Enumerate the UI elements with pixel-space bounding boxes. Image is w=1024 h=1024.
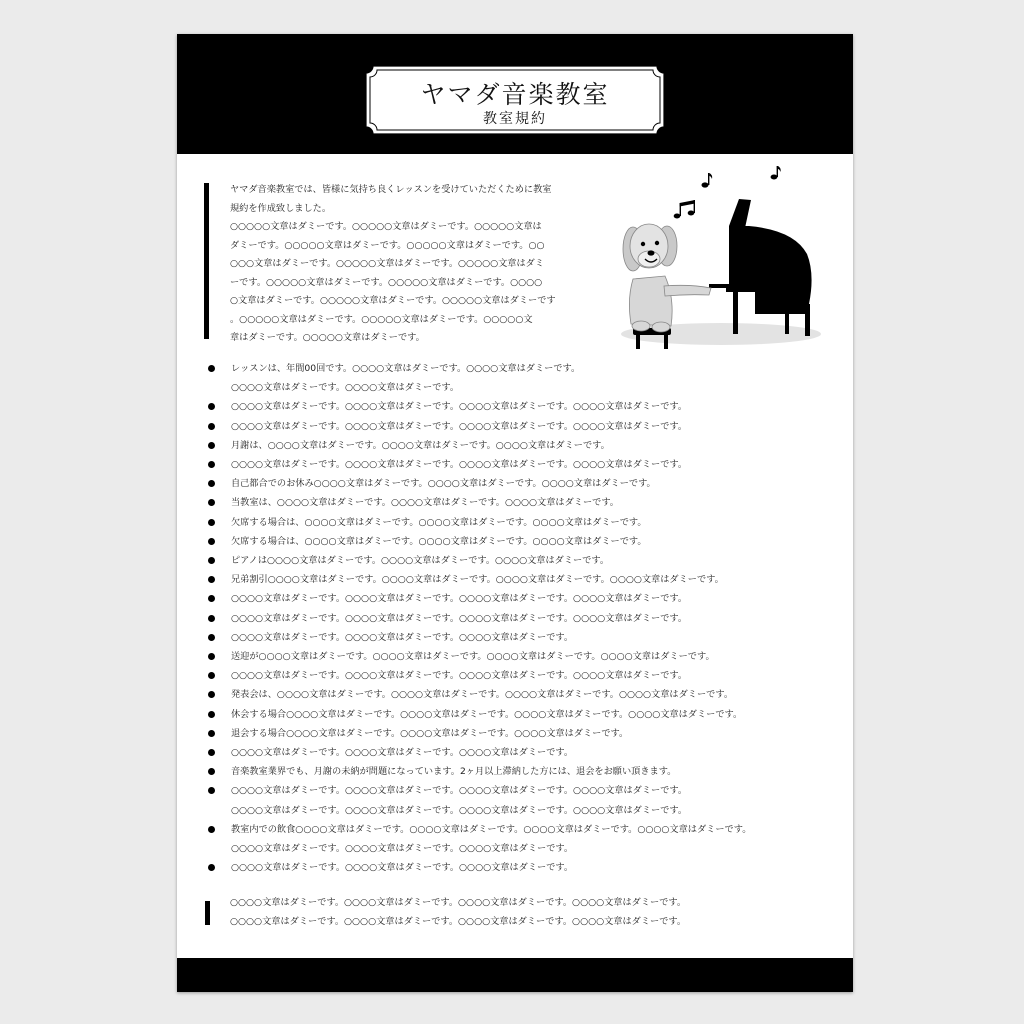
music-note-icon bbox=[674, 200, 695, 219]
rule-item bbox=[205, 820, 825, 858]
bullet-icon bbox=[208, 653, 215, 660]
rule-item bbox=[205, 397, 825, 416]
rule-item bbox=[205, 589, 825, 608]
rule-item bbox=[205, 455, 825, 474]
rule-line: ○○○○文章はダミーです。○○○○文章はダミーです。○○○○文章はダミーです。○○○○文章はダミーです。 bbox=[231, 401, 688, 413]
bullet-icon bbox=[208, 461, 215, 468]
rule-item bbox=[205, 513, 825, 532]
rule-item bbox=[205, 474, 825, 493]
rule-item bbox=[205, 609, 825, 628]
rule-line: 教室内での飲食○○○○文章はダミーです。○○○○文章はダミーです。○○○○文章はダミーです。○○○○文章はダミーです。 bbox=[231, 823, 752, 835]
rule-item bbox=[205, 417, 825, 436]
bullet-icon bbox=[208, 749, 215, 756]
closing-line: ○○○○文章はダミーです。○○○○文章はダミーです。○○○○文章はダミーです。○○○○文章はダミーです。 bbox=[230, 915, 687, 927]
rule-line: 欠席する場合は、○○○○文章はダミーです。○○○○文章はダミーです。○○○○文章はダミーです。 bbox=[231, 516, 647, 528]
rule-item bbox=[205, 570, 825, 589]
intro-line: ダミーです。○○○○○文章はダミーです。○○○○○文章はダミーです。○○ bbox=[230, 239, 545, 251]
rule-item bbox=[205, 724, 825, 743]
rule-item bbox=[205, 628, 825, 647]
bullet-icon bbox=[208, 595, 215, 602]
rule-line: ○○○○文章はダミーです。○○○○文章はダミーです。○○○○文章はダミーです。 bbox=[231, 862, 574, 874]
bullet-icon bbox=[208, 557, 215, 564]
rule-line: ○○○○文章はダミーです。○○○○文章はダミーです。○○○○文章はダミーです。○○○○文章はダミーです。 bbox=[231, 785, 688, 797]
rule-item bbox=[205, 762, 825, 781]
intro-line: 章はダミーです。○○○○○文章はダミーです。 bbox=[230, 332, 425, 343]
rule-item bbox=[205, 666, 825, 685]
rule-line: 月謝は、○○○○文章はダミーです。○○○○文章はダミーです。○○○○文章はダミーです。 bbox=[231, 439, 610, 451]
page-title: ヤマダ音楽教室 bbox=[420, 80, 610, 109]
rule-item bbox=[205, 436, 825, 455]
bullet-icon bbox=[208, 403, 215, 410]
intro-line: ーです。○○○○○文章はダミーです。○○○○○文章はダミーです。○○○○ bbox=[230, 276, 543, 288]
grand-piano bbox=[709, 199, 812, 336]
intro-line: ○○○○○文章はダミーです。○○○○○文章はダミーです。○○○○○文章は bbox=[230, 221, 542, 232]
rule-line: レッスンは、年間00回です。○○○○文章はダミーです。○○○○文章はダミーです。 bbox=[231, 363, 581, 374]
intro-accent-bar bbox=[204, 183, 209, 339]
bullet-icon bbox=[208, 442, 215, 449]
rule-line: ○○○○文章はダミーです。○○○○文章はダミーです。○○○○文章はダミーです。○○○○文章はダミーです。 bbox=[231, 593, 688, 605]
rule-line: ○○○○文章はダミーです。○○○○文章はダミーです。○○○○文章はダミーです。 bbox=[231, 843, 574, 855]
intro-line: ○文章はダミーです。○○○○○文章はダミーです。○○○○○文章はダミーです bbox=[230, 295, 556, 306]
bullet-icon bbox=[208, 365, 215, 372]
rule-line: 送迎が○○○○文章はダミーです。○○○○文章はダミーです。○○○○文章はダミーです。○○○○文章はダミーです。 bbox=[231, 651, 715, 663]
rule-line: ピアノは○○○○文章はダミーです。○○○○文章はダミーです。○○○○文章はダミーです。 bbox=[231, 555, 610, 567]
rule-line: 自己都合でのお休み○○○○文章はダミーです。○○○○文章はダミーです。○○○○文章はダミーです。 bbox=[231, 478, 656, 490]
bullet-icon bbox=[208, 423, 215, 430]
bullet-icon bbox=[208, 634, 215, 641]
bullet-icon bbox=[208, 576, 215, 583]
dog-playing-piano-illustration bbox=[609, 164, 831, 349]
rule-line: 兄弟割引○○○○文章はダミーです。○○○○文章はダミーです。○○○○文章はダミーです。○○○○文章はダミーです。 bbox=[231, 574, 724, 586]
closing-text bbox=[230, 894, 804, 931]
rule-item bbox=[205, 532, 825, 551]
intro-text bbox=[230, 181, 584, 348]
rule-line: 発表会は、○○○○文章はダミーです。○○○○文章はダミーです。○○○○文章はダミーです。○○○○文章はダミーです。 bbox=[231, 689, 734, 701]
bullet-icon bbox=[208, 730, 215, 737]
music-note-icon bbox=[702, 173, 713, 188]
bullet-icon bbox=[208, 826, 215, 833]
intro-section bbox=[204, 181, 584, 348]
rule-line: ○○○○文章はダミーです。○○○○文章はダミーです。○○○○文章はダミーです。 bbox=[231, 747, 574, 759]
rule-item bbox=[205, 359, 825, 397]
intro-line: 。○○○○○文章はダミーです。○○○○○文章はダミーです。○○○○○文 bbox=[230, 313, 533, 325]
bullet-icon bbox=[208, 499, 215, 506]
bullet-icon bbox=[208, 480, 215, 487]
rule-item bbox=[205, 858, 825, 877]
rule-item bbox=[205, 705, 825, 724]
rule-line: 音楽教室業界でも、月謝の未納が問題になっています。2ヶ月以上滞納した方には、退会をお願い頂きます。 bbox=[231, 766, 677, 778]
rule-line: ○○○○文章はダミーです。○○○○文章はダミーです。○○○○文章はダミーです。○○○○文章はダミーです。 bbox=[231, 459, 688, 471]
bullet-icon bbox=[208, 672, 215, 679]
rule-line: ○○○○文章はダミーです。○○○○文章はダミーです。○○○○文章はダミーです。○○○○文章はダミーです。 bbox=[231, 612, 688, 624]
rule-item bbox=[205, 493, 825, 512]
rule-line: ○○○○文章はダミーです。○○○○文章はダミーです。○○○○文章はダミーです。○○○○文章はダミーです。 bbox=[231, 804, 688, 816]
rule-line: ○○○○文章はダミーです。○○○○文章はダミーです。○○○○文章はダミーです。 bbox=[231, 631, 574, 643]
document-sheet bbox=[177, 34, 853, 992]
rule-line: 当教室は、○○○○文章はダミーです。○○○○文章はダミーです。○○○○文章はダミーです。 bbox=[231, 497, 619, 509]
bullet-icon bbox=[208, 768, 215, 775]
bullet-icon bbox=[208, 519, 215, 526]
rule-item bbox=[205, 743, 825, 762]
rule-item bbox=[205, 647, 825, 666]
closing-accent-bar bbox=[205, 901, 210, 925]
intro-line: ○○○文章はダミーです。○○○○○文章はダミーです。○○○○○文章はダミ bbox=[230, 258, 545, 269]
title-plate bbox=[365, 65, 665, 135]
intro-line: ヤマダ音楽教室では、皆様に気持ち良くレッスンを受けていただくために教室 bbox=[230, 184, 552, 195]
bullet-icon bbox=[208, 615, 215, 622]
bullet-icon bbox=[208, 864, 215, 871]
page-subtitle: 教室規約 bbox=[483, 111, 547, 127]
music-note-icon bbox=[771, 166, 781, 180]
rule-line: ○○○○文章はダミーです。○○○○文章はダミーです。○○○○文章はダミーです。○○○○文章はダミーです。 bbox=[231, 670, 688, 682]
bullet-icon bbox=[208, 691, 215, 698]
footer-band bbox=[177, 958, 853, 992]
closing-line: ○○○○文章はダミーです。○○○○文章はダミーです。○○○○文章はダミーです。○○○○文章はダミーです。 bbox=[230, 897, 687, 908]
rule-line: 退会する場合○○○○文章はダミーです。○○○○文章はダミーです。○○○○文章はダミーです。 bbox=[231, 727, 629, 739]
closing-section bbox=[204, 894, 804, 931]
rule-item bbox=[205, 685, 825, 704]
dog-character bbox=[623, 224, 711, 332]
rule-line: 欠席する場合は、○○○○文章はダミーです。○○○○文章はダミーです。○○○○文章はダミーです。 bbox=[231, 535, 647, 547]
rule-item bbox=[205, 551, 825, 570]
rule-line: ○○○○文章はダミーです。○○○○文章はダミーです。 bbox=[231, 382, 460, 394]
bullet-icon bbox=[208, 711, 215, 718]
rule-item bbox=[205, 781, 825, 819]
bullet-icon bbox=[208, 538, 215, 545]
bullet-icon bbox=[208, 787, 215, 794]
rule-line: ○○○○文章はダミーです。○○○○文章はダミーです。○○○○文章はダミーです。○○○○文章はダミーです。 bbox=[231, 420, 688, 432]
rules-list bbox=[205, 359, 825, 877]
intro-line: 規約を作成致しました。 bbox=[230, 202, 332, 214]
rule-line: 休会する場合○○○○文章はダミーです。○○○○文章はダミーです。○○○○文章はダミーです。○○○○文章はダミーです。 bbox=[231, 708, 743, 720]
